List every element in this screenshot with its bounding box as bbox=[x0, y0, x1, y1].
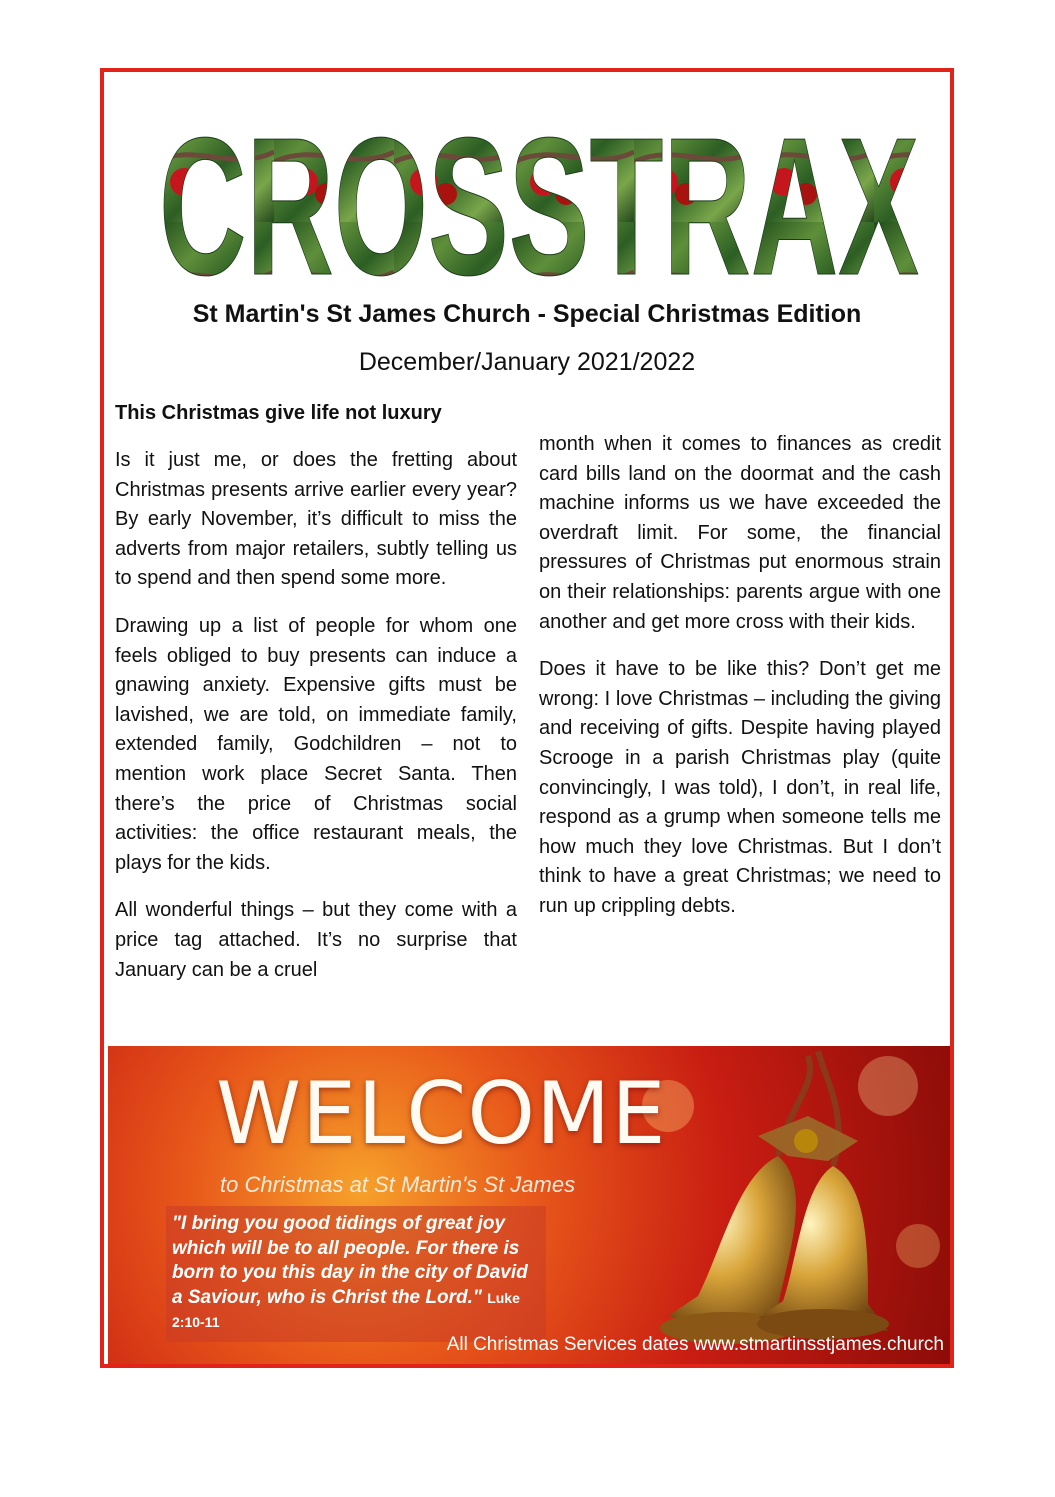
welcome-subheading: to Christmas at St Martin's St James bbox=[220, 1172, 576, 1197]
scripture-reference: Luke 2:10-11 bbox=[172, 1289, 520, 1330]
article-paragraph: Is it just me, or does the fretting about Christmas presents arrive earlier every year? By early November, it’s difficult to miss the adverts from major retailers, subtly telling us to spend and then spend some more. bbox=[115, 449, 517, 590]
article-paragraph: Drawing up a list of people for whom one feels obliged to buy presents can induce a gnawing anxiety. Expensive gifts must be lavished, we are told, on immediate family, extended family, Godchildren – not to mention work place Secret Santa. Then there’s the price of Christmas social activities: the office restaurant meals, the plays for the kids. bbox=[115, 614, 517, 874]
page-frame bbox=[100, 68, 954, 1368]
article-paragraph: Does it have to be like this? Don’t get me wrong: I love Christmas – including the giving and receiving of gifts. Despite having played Scrooge in a parish Christmas play (quite convincingly, I was told), I don’t, in real life, respond as a grump when someone tells me how much they love Christmas. But I don’t think to have a great Christmas; we need to run up crippling debts. bbox=[539, 658, 941, 917]
article-column-right bbox=[539, 430, 941, 940]
article-column-left bbox=[115, 398, 517, 1003]
edition-subtitle: St Martin's St James Church - Special Christmas Edition bbox=[192, 300, 862, 328]
masthead-logo bbox=[154, 102, 924, 292]
article-paragraph: All wonderful things – but they come with a price tag attached. It’s no surprise that January can be a cruel bbox=[115, 899, 517, 981]
services-dates-link[interactable]: All Christmas Services dates www.stmartinsstjames.church bbox=[446, 1334, 944, 1355]
masthead-title: CROSSTRAX bbox=[159, 102, 919, 292]
scripture-quote-text: "I bring you good tidings of great joy which will be to all people. For there is born to you this day in the city of David a Saviour, who is Christ the Lord." bbox=[172, 1213, 528, 1308]
scripture-quote-box bbox=[166, 1206, 546, 1342]
christmas-welcome-banner bbox=[108, 1046, 950, 1364]
issue-date: December/January 2021/2022 bbox=[358, 348, 696, 376]
christmas-bells-icon bbox=[628, 1046, 950, 1364]
scripture-quote bbox=[172, 1212, 540, 1335]
article-paragraph: month when it comes to finances as credit card bills land on the doormat and the cash machine informs us we have exceeded the overdraft limit. For some, the financial pressures of Christmas put enormous strain on their relationships: parents argue with one another and get more cross with their kids. bbox=[539, 433, 941, 633]
article-headline: This Christmas give life not luxury bbox=[115, 402, 442, 424]
welcome-heading: WELCOME bbox=[216, 1064, 667, 1164]
